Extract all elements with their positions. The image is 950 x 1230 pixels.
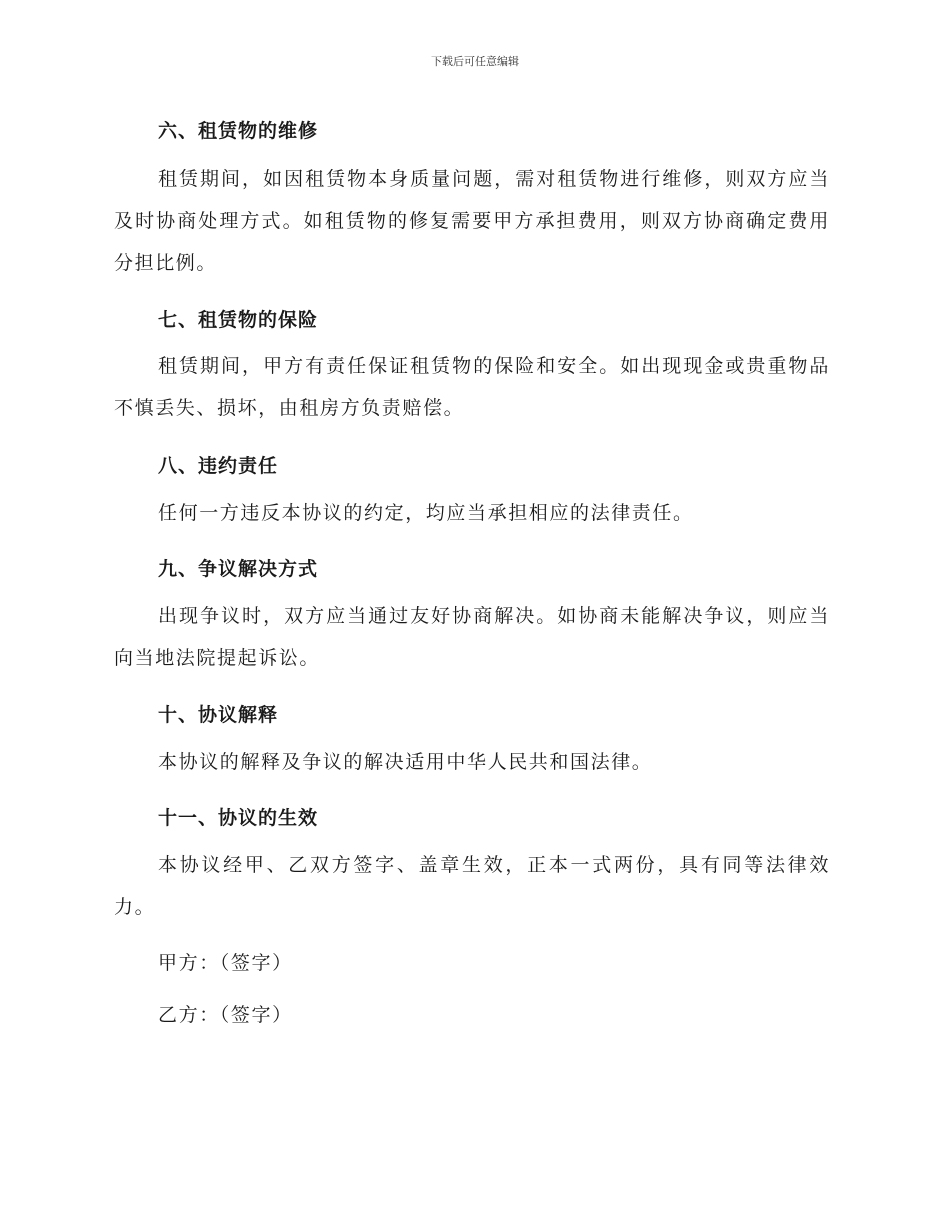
section-heading-insurance: 七、租赁物的保险 [158, 309, 319, 331]
section-heading-maintenance: 六、租赁物的维修 [158, 120, 319, 142]
section-body-insurance: 租赁期间，甲方有责任保证租赁物的保险和安全。如出现现金或贵重物品不慎丢失、损坏，由租房方负责赔偿。 [114, 355, 830, 419]
section-heading-interpretation: 十、协议解释 [158, 704, 279, 726]
section-heading-effectiveness: 十一、协议的生效 [158, 807, 319, 829]
section-heading-dispute: 九、争议解决方式 [158, 558, 319, 580]
section-body-maintenance: 租赁期间，如因租赁物本身质量问题，需对租赁物进行维修，则双方应当及时协商处理方式。如租赁物的修复需要甲方承担费用，则双方协商确定费用分担比例。 [114, 168, 830, 274]
section-body-dispute: 出现争议时，双方应当通过友好协商解决。如协商未能解决争议，则应当向当地法院提起诉讼。 [114, 605, 830, 669]
signature-party-b: 乙方：（签字） [158, 1004, 293, 1026]
section-heading-breach: 八、违约责任 [158, 455, 279, 477]
signature-party-a: 甲方：（签字） [158, 952, 293, 974]
section-body-effectiveness: 本协议经甲、乙双方签字、盖章生效，正本一式两份，具有同等法律效力。 [114, 854, 830, 918]
section-body-breach: 任何一方违反本协议的约定，均应当承担相应的法律责任。 [158, 502, 694, 524]
section-body-interpretation: 本协议的解释及争议的解决适用中华人民共和国法律。 [158, 751, 653, 773]
page-header: 下载后可任意编辑 [431, 55, 519, 68]
